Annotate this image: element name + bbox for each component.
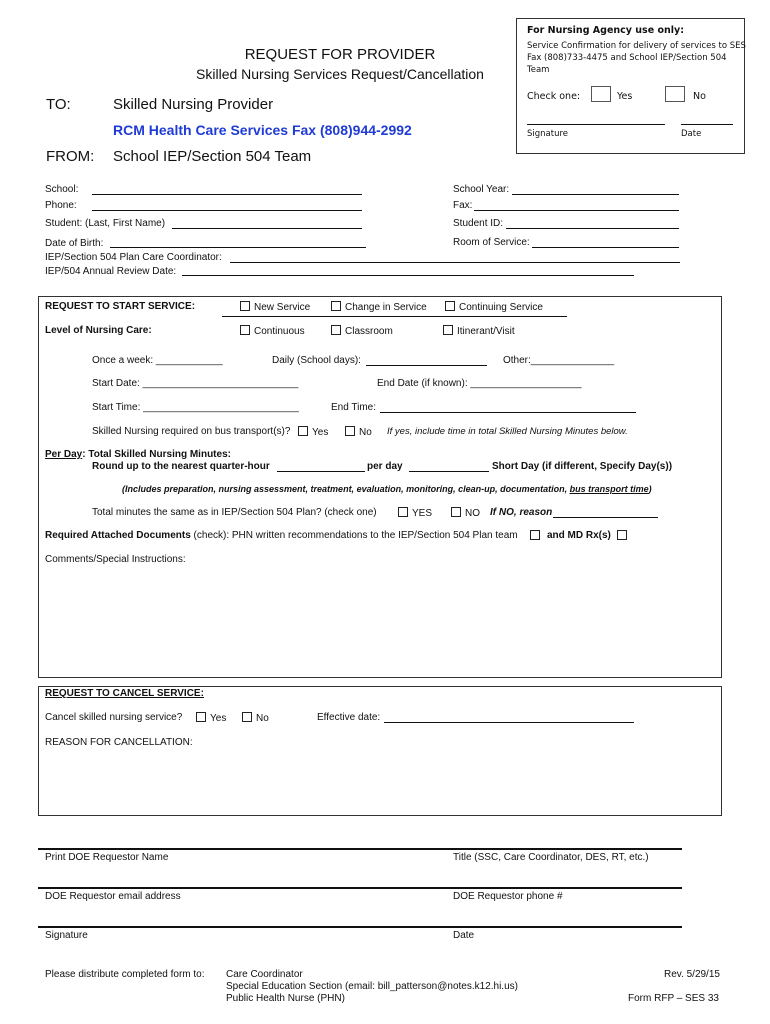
- md-rx-checkbox[interactable]: [617, 530, 627, 540]
- requestor-email-line[interactable]: [38, 887, 682, 889]
- required-docs-label: Required Attached Documents: [45, 530, 191, 541]
- to-value: Skilled Nursing Provider: [113, 96, 274, 113]
- from-label: FROM:: [46, 148, 95, 165]
- total-same-question: Total minutes the same as in IEP/Section 504 Plan? (check one): [92, 507, 377, 518]
- school-year-field[interactable]: [512, 194, 679, 195]
- once-week-field[interactable]: Once a week: ____________: [92, 355, 223, 366]
- comments-area[interactable]: [45, 568, 715, 668]
- phone-label: Phone:: [45, 200, 77, 211]
- form-number: Form RFP – SES 33: [628, 993, 719, 1004]
- total-no-checkbox[interactable]: [451, 507, 461, 517]
- signature-line[interactable]: [38, 926, 682, 928]
- requestor-name-line[interactable]: [38, 848, 682, 850]
- bus-note: If yes, include time in total Skilled Nursing Minutes below.: [387, 426, 628, 437]
- room-field[interactable]: [532, 247, 679, 248]
- end-time-label: End Time:: [331, 402, 377, 413]
- cancel-yes-option[interactable]: [196, 712, 226, 724]
- signature-label: Signature: [45, 930, 88, 941]
- classroom-label: Classroom: [345, 326, 393, 337]
- start-time-field[interactable]: Start Time: ____________________________: [92, 402, 299, 413]
- bus-no-checkbox[interactable]: [345, 426, 355, 436]
- to-label: TO:: [46, 96, 71, 113]
- distribute-to-2: Special Education Section (email: bill_patterson@notes.k12.hi.us): [226, 981, 518, 992]
- agency-signature-line[interactable]: [527, 124, 665, 125]
- dob-label: Date of Birth:: [45, 238, 104, 249]
- continuing-service-label: Continuing Service: [459, 302, 543, 313]
- student-id-label: Student ID:: [453, 218, 504, 229]
- itinerant-checkbox[interactable]: [443, 325, 453, 335]
- title-label: Title (SSC, Care Coordinator, DES, RT, etc.): [453, 852, 649, 863]
- itinerant-option[interactable]: [443, 325, 515, 337]
- per-day-heading: [45, 449, 231, 460]
- total-yes-option[interactable]: [398, 507, 432, 519]
- short-day-field[interactable]: [409, 471, 489, 472]
- cancel-no-label: No: [256, 713, 269, 724]
- itinerant-label: Itinerant/Visit: [457, 326, 515, 337]
- bus-question: Skilled Nursing required on bus transport(s)?: [92, 426, 291, 437]
- fax-field[interactable]: [474, 210, 679, 211]
- agency-text-2: Fax (808)733-4475 and School IEP/Section 504: [527, 53, 727, 63]
- md-rx-option[interactable]: [617, 530, 631, 542]
- school-label: School:: [45, 184, 79, 195]
- per-day-minutes-field[interactable]: [277, 471, 365, 472]
- change-service-option[interactable]: [331, 301, 427, 313]
- per-day-unit: per day: [367, 461, 403, 472]
- agency-signature-label: Signature: [527, 129, 569, 139]
- classroom-checkbox[interactable]: [331, 325, 341, 335]
- continuing-service-checkbox[interactable]: [445, 301, 455, 311]
- phn-recommendations-option[interactable]: [530, 530, 544, 542]
- continuing-service-option[interactable]: [445, 301, 543, 313]
- required-docs: [45, 530, 518, 541]
- school-year-label: School Year:: [453, 184, 510, 195]
- new-service-label: New Service: [254, 302, 311, 313]
- round-up-text: Round up to the nearest quarter-hour: [92, 461, 270, 472]
- other-field[interactable]: Other:_______________: [503, 355, 615, 366]
- review-date-field[interactable]: [182, 275, 634, 276]
- bus-yes-label: Yes: [312, 427, 329, 438]
- agency-yes-checkbox[interactable]: [591, 86, 611, 102]
- fax-label: Fax:: [453, 200, 473, 211]
- coordinator-label: IEP/Section 504 Plan Care Coordinator:: [45, 252, 222, 263]
- continuous-option[interactable]: [240, 325, 305, 337]
- cancel-no-checkbox[interactable]: [242, 712, 252, 722]
- school-field[interactable]: [92, 194, 362, 195]
- agency-date-line[interactable]: [681, 124, 733, 125]
- bus-no-label: No: [359, 427, 372, 438]
- student-field[interactable]: [172, 228, 362, 229]
- comments-label: Comments/Special Instructions:: [45, 554, 186, 565]
- md-rx-label: and MD Rx(s): [547, 530, 611, 541]
- classroom-option[interactable]: [331, 325, 393, 337]
- total-no-option[interactable]: [451, 507, 480, 519]
- phone-field[interactable]: [92, 210, 362, 211]
- agency-no-checkbox[interactable]: [665, 86, 685, 102]
- phone-label-sig: DOE Requestor phone #: [453, 891, 563, 902]
- new-service-option[interactable]: [240, 301, 310, 313]
- distribute-to-1: Care Coordinator: [226, 969, 303, 980]
- bus-yes-checkbox[interactable]: [298, 426, 308, 436]
- bus-yes-option[interactable]: [298, 426, 328, 438]
- includes-note: [122, 484, 652, 494]
- change-service-checkbox[interactable]: [331, 301, 341, 311]
- dob-field[interactable]: [110, 247, 366, 248]
- review-date-label: IEP/504 Annual Review Date:: [45, 266, 177, 277]
- form-title: REQUEST FOR PROVIDER: [244, 46, 436, 63]
- cancel-reason-area[interactable]: [45, 752, 715, 808]
- agency-text-1: Service Confirmation for delivery of services to SES: [527, 41, 746, 51]
- includes-note-close: ): [648, 484, 652, 494]
- start-date-field[interactable]: Start Date: ____________________________: [92, 378, 299, 389]
- continuous-checkbox[interactable]: [240, 325, 250, 335]
- cancel-reason-label: REASON FOR CANCELLATION:: [45, 737, 193, 748]
- cancel-yes-checkbox[interactable]: [196, 712, 206, 722]
- change-service-label: Change in Service: [345, 302, 427, 313]
- room-label: Room of Service:: [453, 237, 530, 248]
- per-day-text: : Total Skilled Nursing Minutes:: [82, 449, 231, 460]
- effective-date-label: Effective date:: [317, 712, 381, 723]
- distribute-label: Please distribute completed form to:: [45, 969, 205, 980]
- if-no-reason-field[interactable]: [553, 517, 658, 518]
- required-docs-text: (check): PHN written recommendations to the IEP/Section 504 Plan team: [193, 530, 518, 541]
- phn-recommendations-checkbox[interactable]: [530, 530, 540, 540]
- daily-label: Daily (School days):: [272, 355, 361, 366]
- form-subtitle: Skilled Nursing Services Request/Cancellation: [196, 66, 484, 82]
- agency-text-3: Team: [527, 65, 550, 75]
- agency-title: For Nursing Agency use only:: [527, 25, 685, 36]
- cancel-no-option[interactable]: [242, 712, 269, 724]
- total-yes-label: YES: [412, 508, 433, 519]
- agency-yes-label: Yes: [617, 91, 633, 102]
- distribute-to-3: Public Health Nurse (PHN): [226, 993, 345, 1004]
- total-no-label: NO: [465, 508, 480, 519]
- date-label: Date: [453, 930, 475, 941]
- total-yes-checkbox[interactable]: [398, 507, 408, 517]
- agency-no-label: No: [693, 91, 706, 102]
- agency-date-label: Date: [681, 129, 702, 139]
- print-name-label: Print DOE Requestor Name: [45, 852, 169, 863]
- new-service-checkbox[interactable]: [240, 301, 250, 311]
- agency-use-box: [516, 18, 745, 154]
- start-service-heading: REQUEST TO START SERVICE:: [45, 301, 196, 312]
- includes-note-text: (Includes preparation, nursing assessment, treatment, evaluation, monitoring, clean-up, documentation,: [122, 484, 568, 494]
- effective-date-field[interactable]: [384, 722, 634, 723]
- cancel-heading: REQUEST TO CANCEL SERVICE:: [45, 688, 204, 699]
- cancel-yes-label: Yes: [210, 713, 227, 724]
- end-date-field[interactable]: End Date (if known): ____________________: [377, 378, 582, 389]
- continuous-label: Continuous: [254, 326, 305, 337]
- student-id-field[interactable]: [506, 228, 679, 229]
- cancel-question: Cancel skilled nursing service?: [45, 712, 183, 723]
- email-label: DOE Requestor email address: [45, 891, 181, 902]
- agency-check-one: Check one:: [527, 91, 581, 102]
- level-care-label: Level of Nursing Care:: [45, 325, 152, 336]
- end-time-field[interactable]: [380, 412, 636, 413]
- daily-field[interactable]: [366, 365, 487, 366]
- if-no-reason-label: If NO, reason: [490, 507, 553, 518]
- student-label: Student: (Last, First Name): [45, 218, 166, 229]
- includes-note-bus: bus transport time: [569, 484, 649, 494]
- revision-date: Rev. 5/29/15: [664, 969, 720, 980]
- short-day-label: Short Day (if different, Specify Day(s)): [492, 461, 673, 472]
- provider-line: RCM Health Care Services Fax (808)944-2992: [113, 122, 412, 138]
- per-day-label: Per Day: [45, 449, 83, 460]
- start-service-underline: [222, 316, 567, 317]
- bus-no-option[interactable]: [345, 426, 372, 438]
- coordinator-field[interactable]: [230, 262, 680, 263]
- from-value: School IEP/Section 504 Team: [113, 148, 312, 165]
